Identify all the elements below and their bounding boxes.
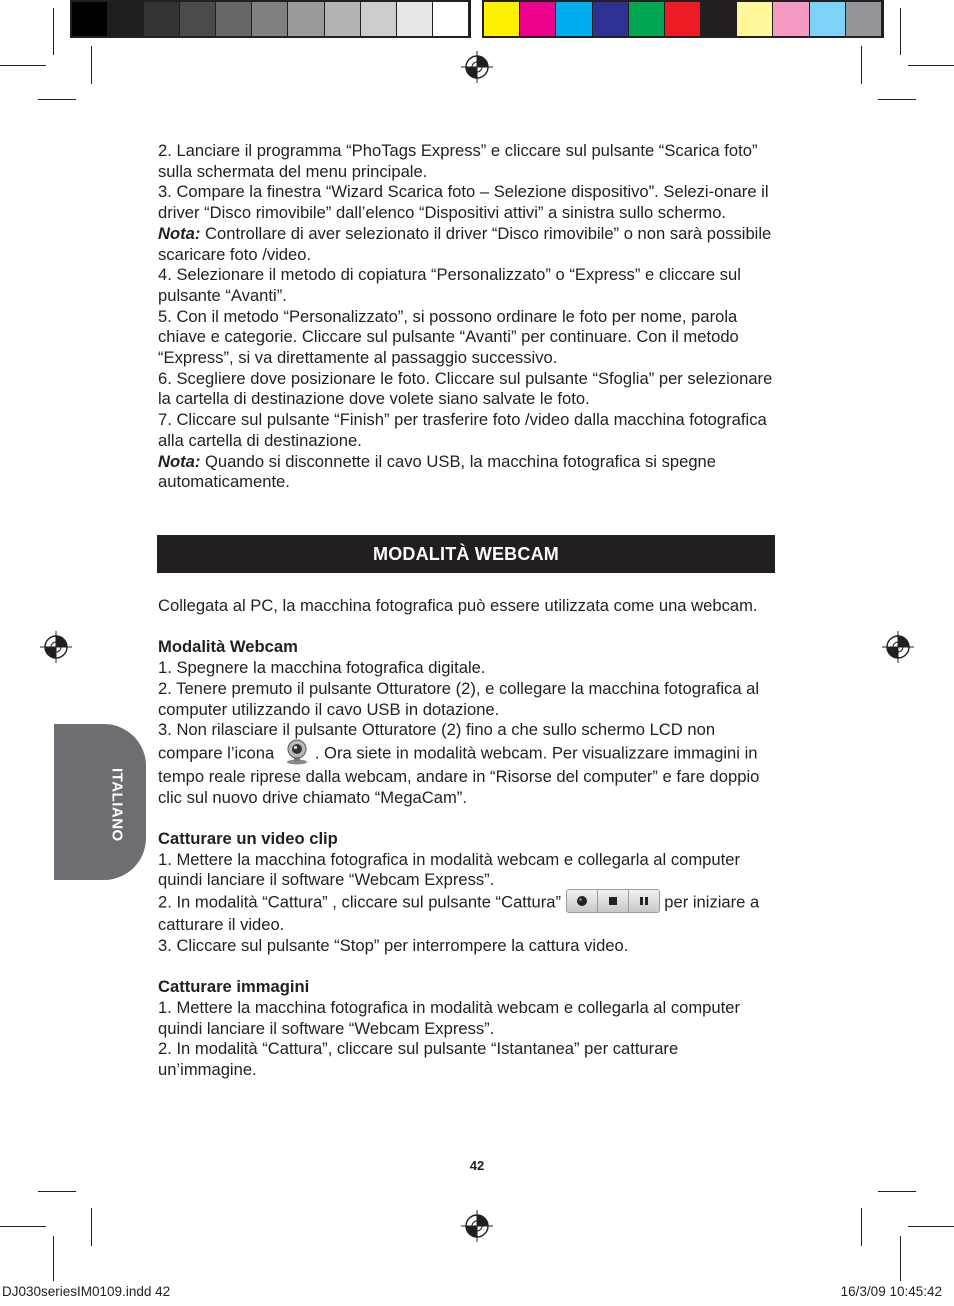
process-swatch <box>556 2 592 36</box>
crop-mark <box>861 1208 862 1246</box>
pause-icon <box>629 890 659 912</box>
grayscale-swatch <box>144 2 180 36</box>
section-banner <box>157 535 775 573</box>
language-tab-label: ITALIANO <box>108 768 126 842</box>
video-step-2: 2. In modalità “Cattura” , cliccare sul pulsante “Cattura” per iniziare a catturare il video. <box>158 891 775 936</box>
grayscale-swatch <box>397 2 433 36</box>
crop-mark <box>38 99 76 100</box>
slug-filename: DJ030seriesIM0109.indd 42 <box>2 1284 171 1299</box>
process-swatch <box>737 2 773 36</box>
process-color-bar <box>482 0 884 38</box>
step-3-text: 3. Compare la finestra “Wizard Scarica foto – Selezione dispositivo”. Selezi-onare il driver “Disco rimovibile” dall’elenco “Dispositivi attivi” a sinistra sullo schermo. <box>158 182 769 223</box>
crop-mark <box>861 46 862 84</box>
page-body <box>158 141 775 493</box>
registration-mark-icon <box>461 51 493 83</box>
crop-mark <box>53 8 54 55</box>
crop-mark <box>878 1191 916 1192</box>
note-1 <box>158 224 775 265</box>
process-swatch <box>846 2 882 36</box>
crop-mark <box>91 46 92 84</box>
process-swatch <box>629 2 665 36</box>
step-6-text: 6. Scegliere dove posizionare le foto. Cliccare sul pulsante “Sfoglia” per selezionare la cartella di destinazione dove volete siano salvate le foto. <box>158 368 773 409</box>
crop-mark <box>38 1191 76 1192</box>
crop-mark <box>908 1226 954 1227</box>
note-text: Controllare di aver selezionato il driver “Disco rimovibile” o non sarà possibile scaricare foto /video. <box>158 223 772 264</box>
step-5-text: 5. Con il metodo “Personalizzato”, si possono ordinare le foto per nome, parola chiave e categorie. Cliccare sul pulsante “Avanti” per continuare. Con il metodo “Express”, si va direttamente al passaggio successivo. <box>158 306 739 368</box>
grayscale-swatch <box>180 2 216 36</box>
note-label: Nota: <box>158 223 201 243</box>
subheading-video-capture: Catturare un video clip <box>158 829 338 848</box>
grayscale-swatch <box>288 2 324 36</box>
process-swatch <box>810 2 846 36</box>
webcam-step-1: 1. Spegnere la macchina fotografica digitale. <box>158 658 486 678</box>
process-swatch <box>520 2 556 36</box>
section-title: MODALITÀ WEBCAM <box>373 543 559 564</box>
image-step-2: 2. In modalità “Cattura”, cliccare sul pulsante “Istantanea” per catturare un’immagine. <box>158 1039 679 1080</box>
webcam-step-2: 2. Tenere premuto il pulsante Otturatore (2), e collegare la macchina fotografica al computer utilizzando il cavo USB in dotazione. <box>158 678 760 719</box>
crop-mark <box>900 8 901 55</box>
process-swatch <box>701 2 737 36</box>
record-icon <box>567 890 598 912</box>
crop-mark <box>878 99 916 100</box>
stop-icon <box>598 890 629 912</box>
subheading-image-capture: Catturare immagini <box>158 977 310 997</box>
crop-mark <box>0 65 46 66</box>
crop-mark <box>0 1226 46 1227</box>
process-swatch <box>773 2 809 36</box>
process-swatch <box>665 2 701 36</box>
note-text: Quando si disconnette il cavo USB, la macchina fotografica si spegne automaticamente. <box>158 451 717 492</box>
grayscale-swatch <box>216 2 252 36</box>
grayscale-color-bar <box>70 0 471 38</box>
image-step-1: 1. Mettere la macchina fotografica in modalità webcam e collegarla al computer quindi lanciare il software “Webcam Express”. <box>158 997 740 1038</box>
registration-mark-icon <box>40 631 72 663</box>
slug-date: 16/3/09 10:45:42 <box>840 1284 942 1299</box>
video-step-3: 3. Cliccare sul pulsante “Stop” per interrompere la cattura video. <box>158 935 629 955</box>
grayscale-swatch <box>252 2 288 36</box>
registration-mark-icon <box>461 1210 493 1242</box>
page-number: 42 <box>469 1158 485 1173</box>
grayscale-swatch <box>325 2 361 36</box>
webcam-section <box>158 596 775 1081</box>
intro-text: Collegata al PC, la macchina fotografica può essere utilizzata come una webcam. <box>158 596 758 615</box>
grayscale-swatch <box>433 2 469 36</box>
note-2 <box>158 452 775 493</box>
step-4-text: 4. Selezionare il metodo di copiatura “Personalizzato” o “Express” e cliccare sul pulsante “Avanti”. <box>158 265 741 305</box>
note-label: Nota: <box>158 451 201 471</box>
step-7-text: 7. Cliccare sul pulsante “Finish” per trasferire foto /video dalla macchina fotografica alla cartella di destinazione. <box>158 410 767 450</box>
registration-mark-icon <box>882 631 914 663</box>
capture-controls <box>566 889 660 913</box>
crop-mark <box>91 1208 92 1246</box>
step-2-text: 2. Lanciare il programma “PhoTags Express” e cliccare sul pulsante “Scarica foto” sulla schermata del menu principale. <box>158 141 758 181</box>
grayscale-swatch <box>72 2 108 36</box>
process-swatch <box>593 2 629 36</box>
grayscale-swatch <box>361 2 397 36</box>
crop-mark <box>900 1236 901 1281</box>
video-step-1: 1. Mettere la macchina fotografica in modalità webcam e collegarla al computer quindi lanciare il software “Webcam Express”. <box>158 849 740 890</box>
subheading-webcam-mode: Modalità Webcam <box>158 637 298 657</box>
crop-mark <box>908 65 954 66</box>
webcam-icon <box>279 739 315 765</box>
crop-mark <box>53 1236 54 1281</box>
webcam-step-3: 3. Non rilasciare il pulsante Otturatore (2) fino a che sullo schermo LCD non compare l’icona . Ora siete in modalità webcam. Per visualizzare immagini in tempo reale riprese dalla webcam, andare in “Risorse del computer” e fare doppio clic sul nuovo drive chiamato “MegaCam”. <box>158 720 760 807</box>
grayscale-swatch <box>108 2 144 36</box>
process-swatch <box>484 2 520 36</box>
